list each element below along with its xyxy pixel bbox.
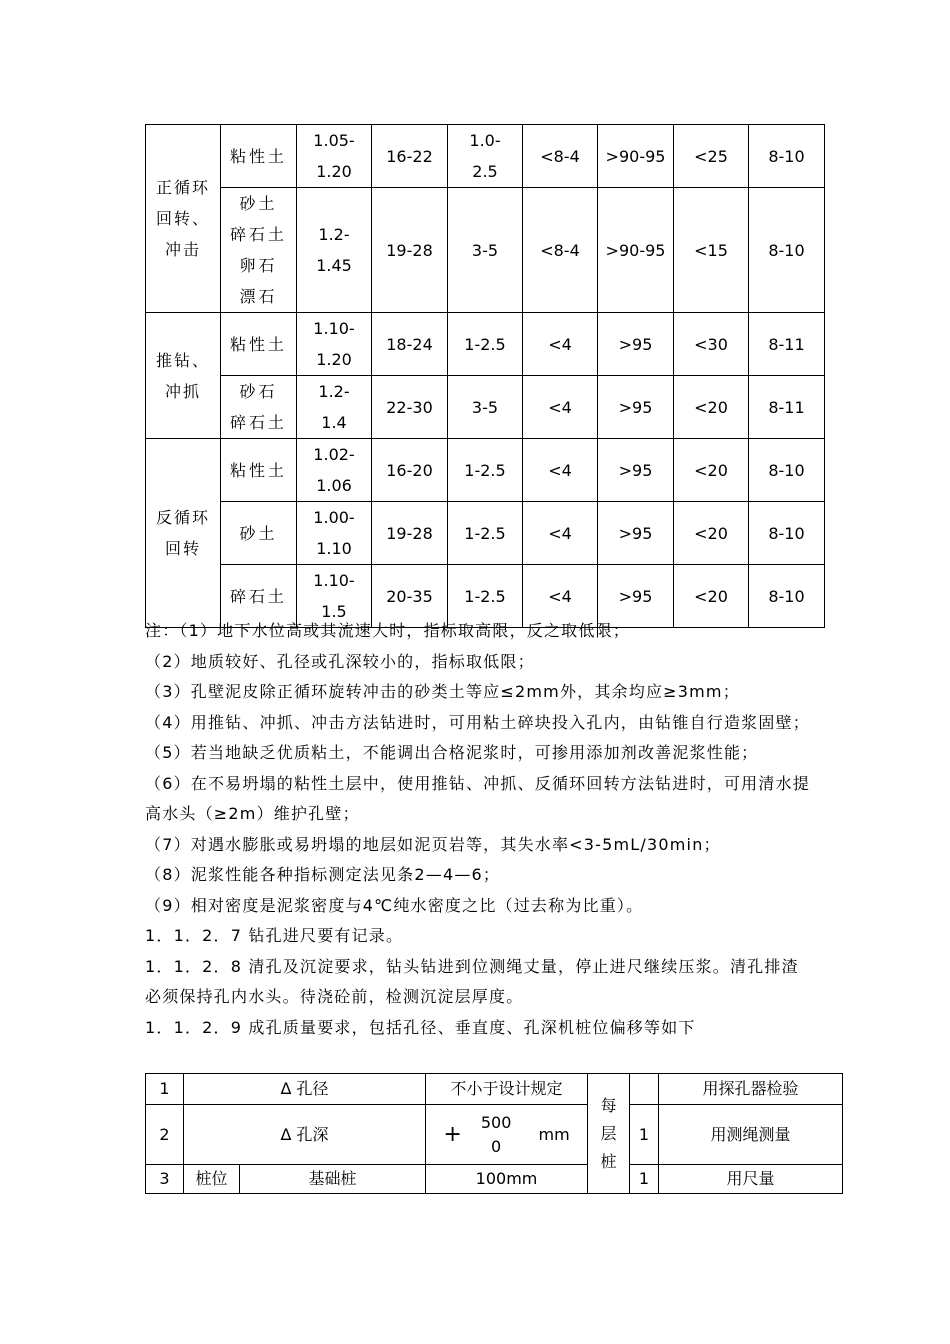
row-number: 2 xyxy=(146,1105,184,1165)
soil-type-cell: 粘性土 xyxy=(221,125,297,188)
item-cell: Δ 孔深 xyxy=(184,1105,426,1165)
drilling-method-cell: 反循环 回转 xyxy=(146,439,221,628)
item-cell: Δ 孔径 xyxy=(184,1074,426,1105)
ph-cell: 8-11 xyxy=(749,376,825,439)
mud-properties-table xyxy=(145,124,825,628)
table-row xyxy=(146,125,825,188)
viscosity-cell: 16-20 xyxy=(372,439,448,502)
method-cell: 用探孔器检验 xyxy=(659,1074,843,1105)
colloid-rate-cell: >95 xyxy=(598,439,674,502)
table-row xyxy=(146,439,825,502)
mud-skin-cell: <25 xyxy=(674,125,749,188)
note-line: （3）孔壁泥皮除正循环旋转冲击的砂类土等应≤2mm外，其余均应≥3mm； xyxy=(145,682,740,701)
density-cell: 1.2- 1.45 xyxy=(297,188,372,313)
note-line: （6）在不易坍塌的粘性土层中，使用推钻、冲抓、反循环回转方法钻进时，可用清水提高水头（≥2m）维护孔壁； xyxy=(145,773,810,823)
note-line: （8）泥浆性能各种指标测定法见条2—4—6； xyxy=(145,865,501,884)
mud-skin-cell: <30 xyxy=(674,313,749,376)
ph-cell: 8-10 xyxy=(749,439,825,502)
water-loss-cell: <4 xyxy=(523,565,598,628)
ph-cell: 8-10 xyxy=(749,125,825,188)
plus-sign: + xyxy=(443,1121,462,1147)
density-cell: 1.10- 1.5 xyxy=(297,565,372,628)
soil-type-cell: 粘性土 xyxy=(221,313,297,376)
sand-content-cell: 1-2.5 xyxy=(448,565,523,628)
note-line: 1．1．2．8 清孔及沉淀要求，钻头钻进到位测绳丈量，停止进尺继续压浆。清孔排渣必须保持孔内水头。待浇砼前，检测沉淀层厚度。 xyxy=(145,956,799,1006)
colloid-rate-cell: >95 xyxy=(598,565,674,628)
sand-content-cell: 1-2.5 xyxy=(448,502,523,565)
note-line: （7）对遇水膨胀或易坍塌的地层如泥页岩等，其失水率<3-5mL/30min； xyxy=(145,834,721,854)
soil-type-cell: 碎石土 xyxy=(221,565,297,628)
note-line: （5）若当地缺乏优质粘土，不能调出合格泥浆时，可掺用添加剂改善泥浆性能； xyxy=(145,743,759,762)
colloid-rate-cell: >90-95 xyxy=(598,125,674,188)
tolerance-upper: 500 xyxy=(480,1112,512,1132)
mud-skin-cell: <20 xyxy=(674,439,749,502)
density-cell: 1.02- 1.06 xyxy=(297,439,372,502)
water-loss-cell: <8-4 xyxy=(523,125,598,188)
density-cell: 1.05- 1.20 xyxy=(297,125,372,188)
mud-skin-cell: <20 xyxy=(674,502,749,565)
viscosity-cell: 22-30 xyxy=(372,376,448,439)
note-line: （2）地质较好、孔径或孔深较小的，指标取低限； xyxy=(145,651,535,671)
ph-cell: 8-10 xyxy=(749,565,825,628)
water-loss-cell: <4 xyxy=(523,502,598,565)
viscosity-cell: 16-22 xyxy=(372,125,448,188)
table-row xyxy=(146,188,825,313)
table-row xyxy=(146,376,825,439)
sand-content-cell: 3-5 xyxy=(448,188,523,313)
sand-content-cell: 1.0- 2.5 xyxy=(448,125,523,188)
water-loss-cell: <4 xyxy=(523,376,598,439)
note-line: （9）相对密度是泥浆密度与4℃纯水密度之比（过去称为比重）。 xyxy=(145,895,644,915)
drilling-method-cell: 推钻、 冲抓 xyxy=(146,313,221,439)
soil-type-cell: 砂石 碎石土 xyxy=(221,376,297,439)
count-cell: 1 xyxy=(630,1165,659,1194)
count-cell: 1 xyxy=(630,1105,659,1165)
sand-content-cell: 3-5 xyxy=(448,376,523,439)
hole-quality-table xyxy=(145,1073,843,1194)
colloid-rate-cell: >95 xyxy=(598,376,674,439)
table-row xyxy=(146,1074,843,1105)
density-cell: 1.00- 1.10 xyxy=(297,502,372,565)
unit-label: mm xyxy=(538,1124,570,1144)
sand-content-cell: 1-2.5 xyxy=(448,439,523,502)
table-row xyxy=(146,1105,843,1165)
value-cell: 不小于设计规定 xyxy=(426,1074,588,1105)
viscosity-cell: 20-35 xyxy=(372,565,448,628)
water-loss-cell: <4 xyxy=(523,313,598,376)
ph-cell: 8-10 xyxy=(749,502,825,565)
colloid-rate-cell: >90-95 xyxy=(598,188,674,313)
mud-skin-cell: <20 xyxy=(674,376,749,439)
value-cell xyxy=(426,1105,588,1165)
ph-cell: 8-11 xyxy=(749,313,825,376)
water-loss-cell: <4 xyxy=(523,439,598,502)
density-cell: 1.10- 1.20 xyxy=(297,313,372,376)
mud-skin-cell: <15 xyxy=(674,188,749,313)
drilling-method-cell: 正循环 回转、 冲击 xyxy=(146,125,221,313)
viscosity-cell: 19-28 xyxy=(372,502,448,565)
water-loss-cell: <8-4 xyxy=(523,188,598,313)
item-cell: 桩位 xyxy=(184,1165,240,1194)
viscosity-cell: 19-28 xyxy=(372,188,448,313)
colloid-rate-cell: >95 xyxy=(598,313,674,376)
table-row xyxy=(146,313,825,376)
method-cell: 用测绳测量 xyxy=(659,1105,843,1165)
soil-type-cell: 粘性土 xyxy=(221,439,297,502)
note-line: 注：（1）地下水位高或其流速大时，指标取高限，反之取低限； xyxy=(145,621,630,640)
note-line: 1．1．2．9 成孔质量要求，包括孔径、垂直度、孔深机桩位偏移等如下 xyxy=(145,1017,696,1037)
mud-skin-cell: <20 xyxy=(674,565,749,628)
viscosity-cell: 18-24 xyxy=(372,313,448,376)
value-cell: 100mm xyxy=(426,1165,588,1194)
table-row xyxy=(146,502,825,565)
notes-section xyxy=(145,616,815,1043)
tolerance-lower: 0 xyxy=(491,1136,502,1156)
soil-type-cell: 砂土 xyxy=(221,502,297,565)
tolerance-fraction xyxy=(481,1111,512,1159)
density-cell: 1.2- 1.4 xyxy=(297,376,372,439)
method-cell: 用尺量 xyxy=(659,1165,843,1194)
note-line: 1．1．2．7 钻孔进尺要有记录。 xyxy=(145,926,404,945)
row-number: 3 xyxy=(146,1165,184,1194)
table-row xyxy=(146,1165,843,1194)
colloid-rate-cell: >95 xyxy=(598,502,674,565)
note-line: （4）用推钻、冲抓、冲击方法钻进时，可用粘土碎块投入孔内，由钻锥自行造浆固壁； xyxy=(145,712,810,732)
frequency-cell: 每 层 桩 xyxy=(588,1074,630,1194)
row-number: 1 xyxy=(146,1074,184,1105)
count-cell xyxy=(630,1074,659,1105)
ph-cell: 8-10 xyxy=(749,188,825,313)
soil-type-cell: 砂土 碎石土 卵石 漂石 xyxy=(221,188,297,313)
sub-item-cell: 基础桩 xyxy=(240,1165,426,1194)
sand-content-cell: 1-2.5 xyxy=(448,313,523,376)
